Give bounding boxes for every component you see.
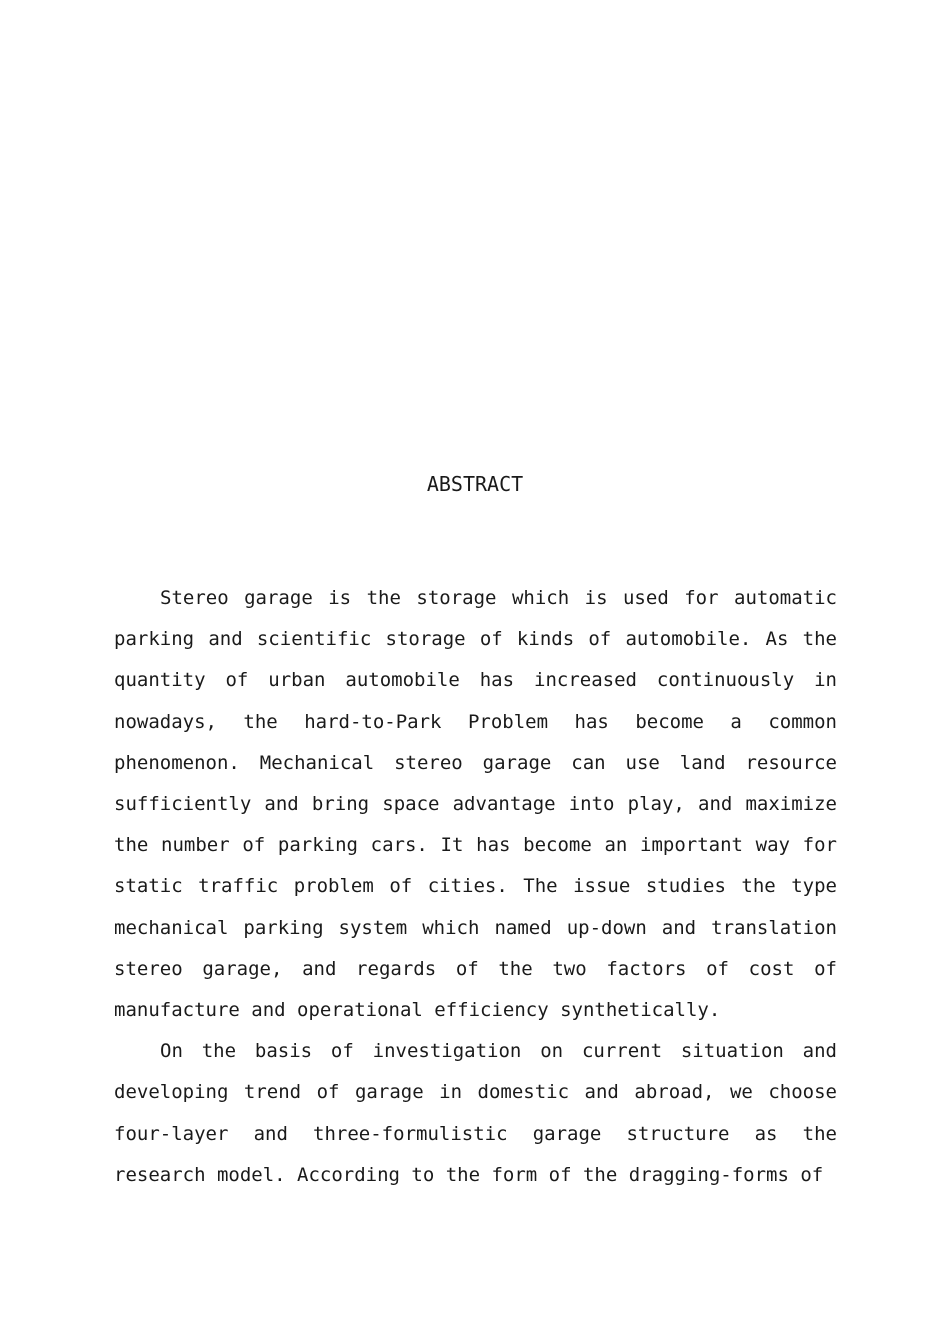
abstract-body [114, 578, 837, 1196]
abstract-title: ABSTRACT [426, 472, 524, 496]
abstract-paragraph-1: Stereo garage is the storage which is used for automatic parking and scientific storage of kinds of automobile. As the quantity of urban automobile has increased continuously in nowadays, the hard-to-Park Problem has become a common phenomenon. Mechanical stereo garage can use land resource sufficiently and bring space advantage into play, and maximize the number of parking cars. It has become an important way for static traffic problem of cities. The issue studies the type mechanical parking system which named up-down and translation stereo garage, and regards of the two factors of cost of manufacture and operational efficiency synthetically. [114, 587, 837, 1022]
abstract-paragraph-2: On the basis of investigation on current situation and developing trend of garage in domestic and abroad, we choose four-layer and three-formulistic garage structure as the research model. According to the form of the dragging-forms of [114, 1040, 837, 1186]
